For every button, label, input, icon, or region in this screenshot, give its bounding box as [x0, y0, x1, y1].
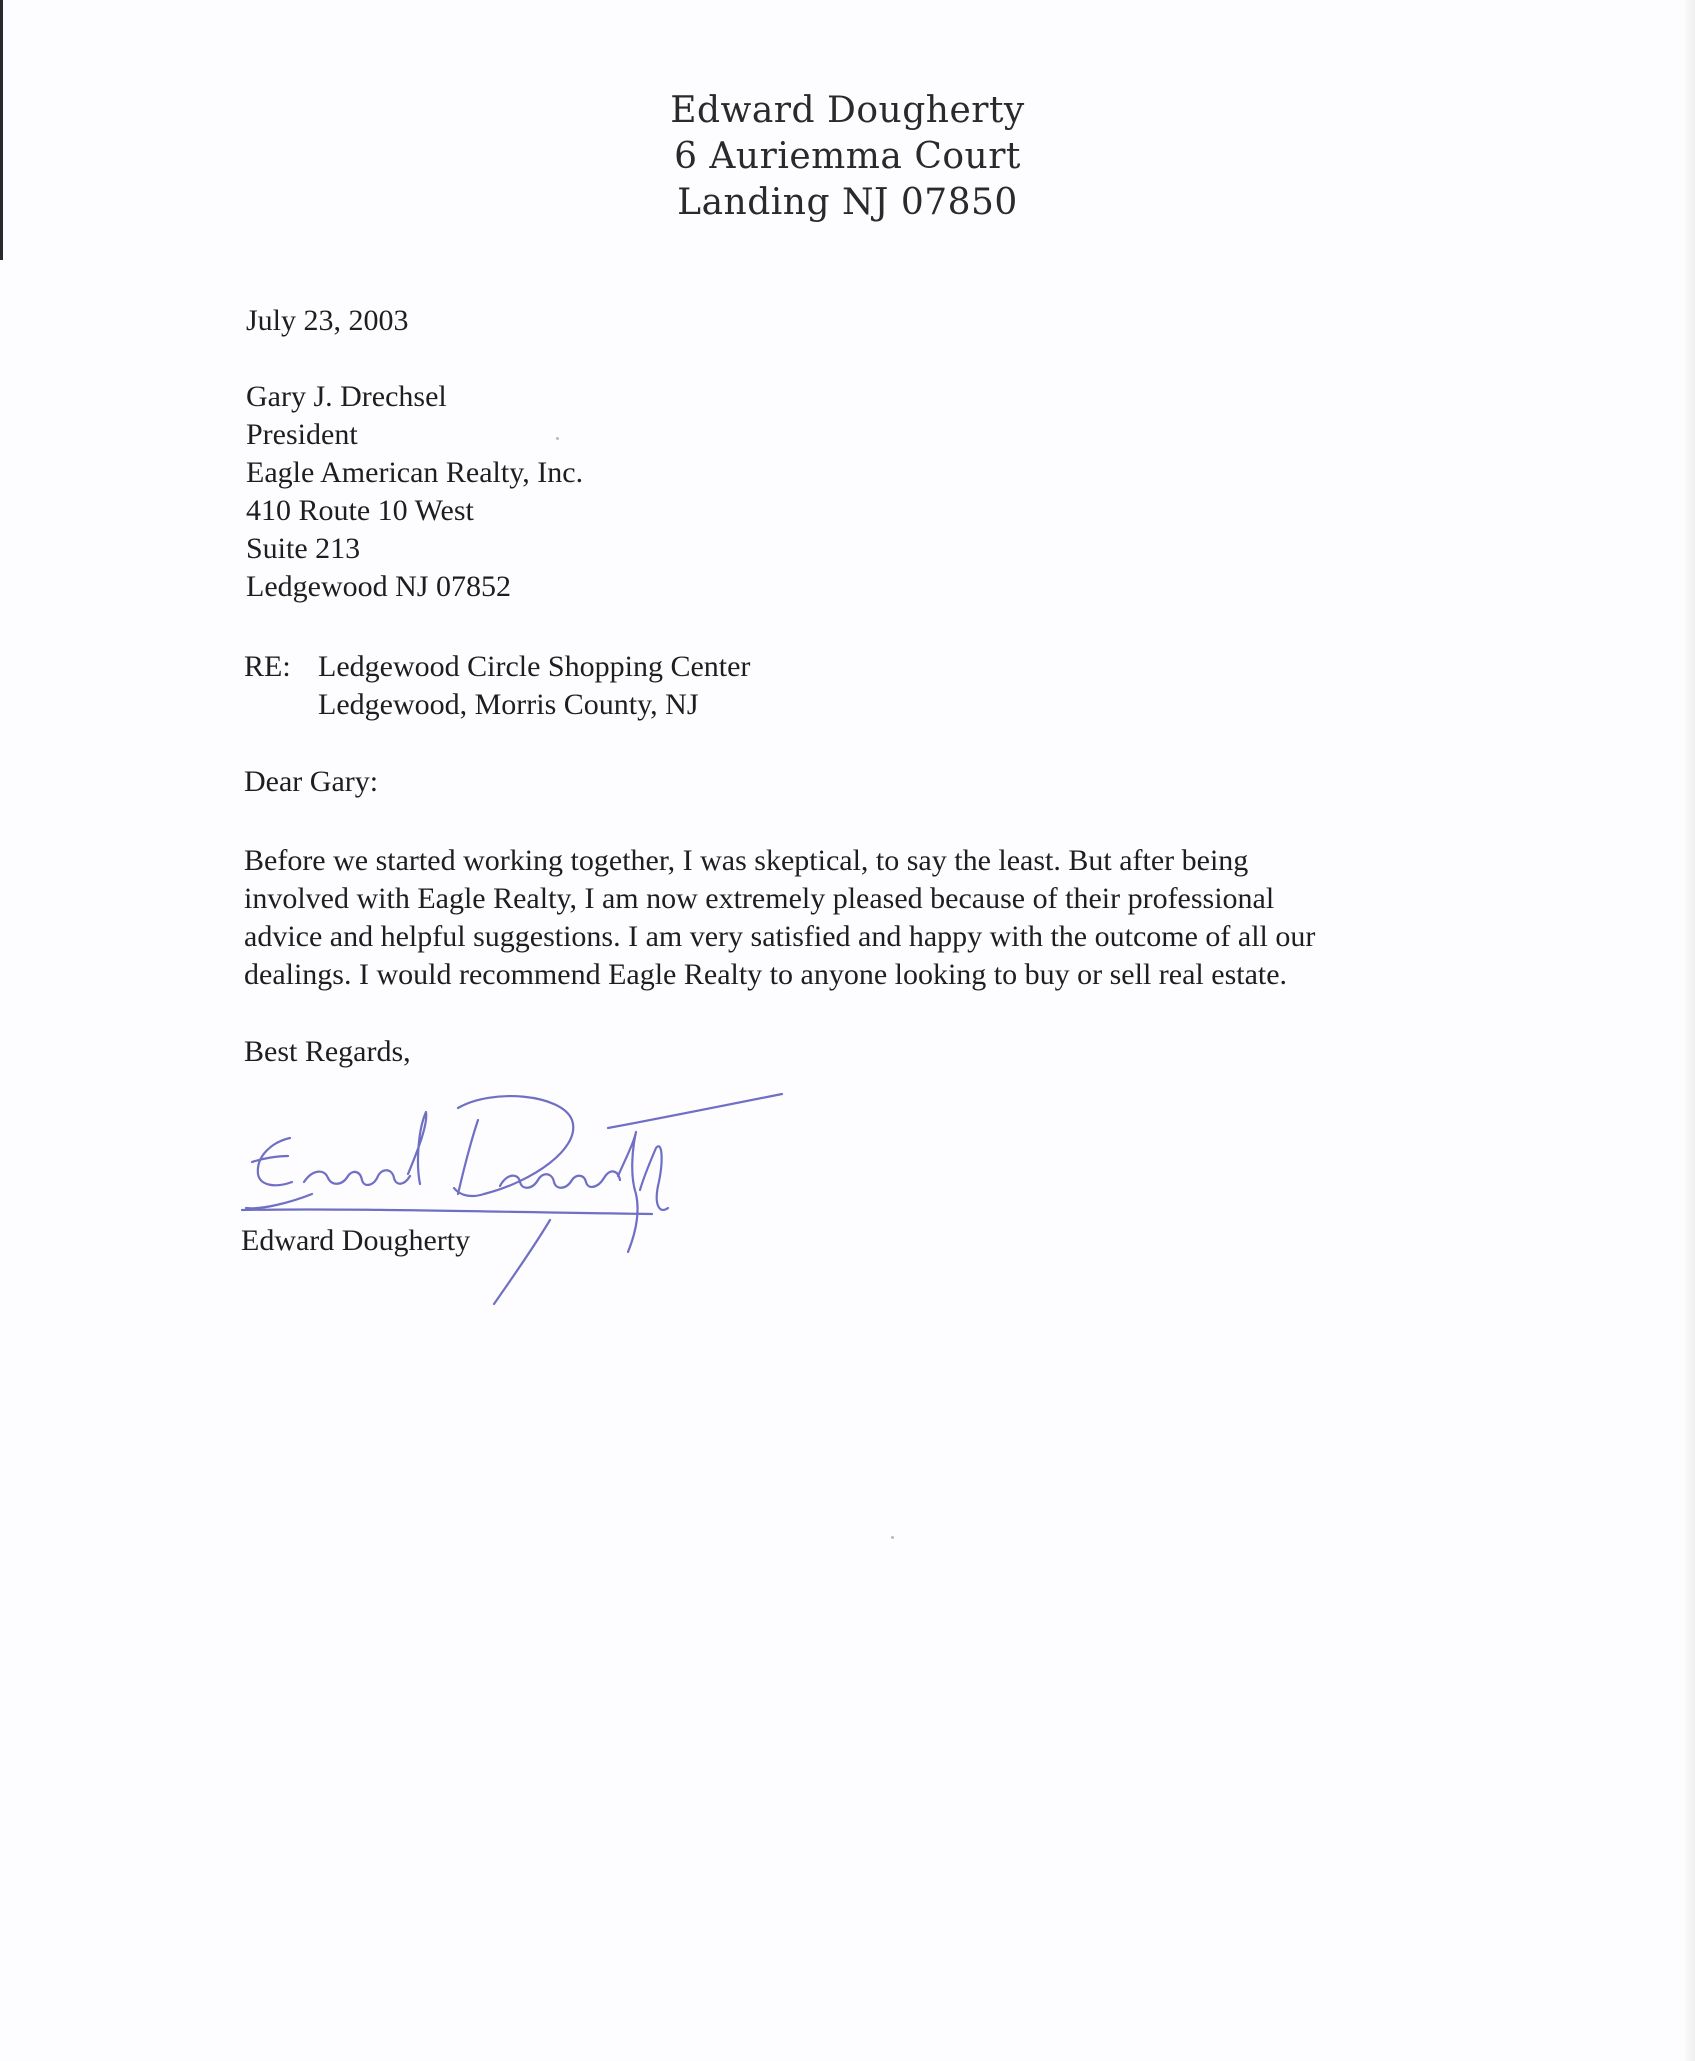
handwritten-signature [232, 1090, 792, 1320]
recipient-title: President [246, 418, 358, 451]
letterhead-street: 6 Auriemma Court [674, 136, 1021, 177]
scan-edge-right [1685, 0, 1695, 2061]
signature-stroke [454, 1096, 573, 1196]
recipient-city: Ledgewood NJ 07852 [246, 570, 511, 603]
salutation: Dear Gary: [244, 765, 379, 798]
letterhead-name: Edward Dougherty [670, 90, 1025, 131]
closing: Best Regards, [244, 1035, 411, 1068]
body-paragraph [244, 842, 1444, 994]
signature-stroke [608, 1094, 782, 1128]
subject-line-1: Ledgewood Circle Shopping Center [318, 650, 751, 683]
body-line: involved with Eagle Realty, I am now extremely pleased because of their professional [244, 882, 1275, 915]
recipient-company: Eagle American Realty, Inc. [246, 456, 584, 489]
signature-stroke [500, 1171, 620, 1187]
signature-stroke [618, 1132, 638, 1252]
subject-label: RE: [244, 650, 291, 683]
signature-stroke [494, 1220, 550, 1304]
recipient-name: Gary J. Drechsel [246, 380, 447, 413]
letterhead [0, 88, 1695, 226]
scan-speck [891, 1536, 894, 1539]
letterhead-city: Landing NJ 07850 [677, 182, 1018, 223]
recipient-address [246, 378, 583, 606]
scan-speck [556, 437, 559, 440]
recipient-street: 410 Route 10 West [246, 494, 474, 527]
signature-stroke [640, 1146, 668, 1210]
body-line: Before we started working together, I was skeptical, to say the least. But after being [244, 844, 1249, 877]
signature-stroke [246, 1138, 312, 1208]
subject-lines [318, 648, 750, 724]
body-line: advice and helpful suggestions. I am very satisfied and happy with the outcome of all our [244, 920, 1316, 953]
subject-line-2: Ledgewood, Morris County, NJ [318, 688, 699, 721]
signature-stroke [408, 1112, 426, 1184]
letter-date: July 23, 2003 [246, 304, 409, 337]
signature-stroke [242, 1209, 652, 1214]
signature-stroke [304, 1170, 410, 1185]
body-line: dealings. I would recommend Eagle Realty to anyone looking to buy or sell real estate. [244, 958, 1288, 991]
signer-name: Edward Dougherty [241, 1224, 471, 1257]
recipient-suite: Suite 213 [246, 532, 361, 565]
